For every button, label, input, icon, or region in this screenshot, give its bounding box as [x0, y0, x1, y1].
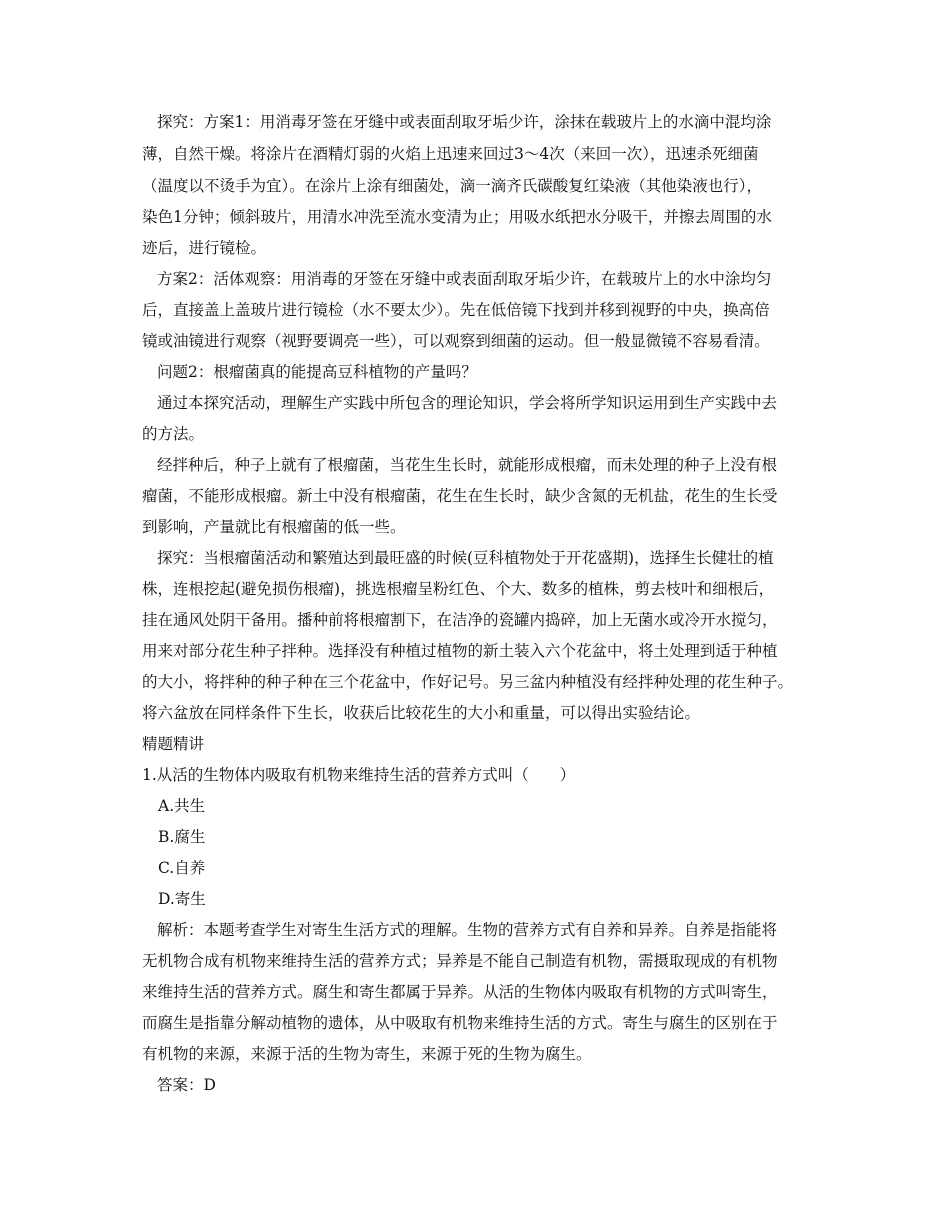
text-line: 用来对部分花生种子拌种。选择没有种植过植物的新土装入六个花盆中，将土处理到适于种植: [142, 642, 778, 660]
option-c: C.自养: [158, 859, 206, 877]
text-line: 后，直接盖上盖玻片进行镜检（水不要太少）。先在低倍镜下找到并移到视野的中央，换高倍: [142, 301, 770, 319]
text-line: 镜或油镜进行观察（视野要调亮一些），可以观察到细菌的运动。但一般显微镜不容易看清。: [142, 332, 770, 350]
text-line: 经拌种后，种子上就有了根瘤菌，当花生生长时，就能形成根瘤，而未处理的种子上没有根: [157, 456, 778, 474]
question-heading: 问题2：根瘤菌真的能提高豆科植物的产量吗？: [157, 363, 477, 381]
option-a: A.共生: [158, 797, 206, 815]
text-line: 的方法。: [142, 425, 205, 443]
text-line: 瘤菌，不能形成根瘤。新土中没有根瘤菌，花生在生长时，缺少含氮的无机盐，花生的生长受: [142, 487, 778, 505]
text-line: 方案2：活体观察：用消毒的牙签在牙缝中或表面刮取牙垢少许，在载玻片上的水中涂均匀: [157, 270, 772, 288]
analysis-text: 而腐生是指靠分解动植物的遗体，从中吸取有机物来维持生活的方式。寄生与腐生的区别在于: [142, 1014, 778, 1032]
option-d: D.寄生: [158, 890, 206, 908]
text-line: 探究：方案1：用消毒牙签在牙缝中或表面刮取牙垢少许，涂抹在载玻片上的水滴中混均涂: [157, 113, 772, 131]
text-line: 探究：当根瘤菌活动和繁殖达到最旺盛的时候(豆科植物处于开花盛期)，选择生长健壮的植: [157, 549, 774, 567]
text-line: 通过本探究活动，理解生产实践中所包含的理论知识，学会将所学知识运用到生产实践中去: [157, 394, 778, 412]
text-line: （温度以不烫手为宜）。在涂片上涂有细菌处，滴一滴齐氏碳酸复红染液（其他染液也行），: [142, 177, 763, 195]
text-line: 迹后，进行镜检。: [142, 239, 267, 257]
text-line: 将六盆放在同样条件下生长，收获后比较花生的大小和重量，可以得出实验结论。: [142, 704, 701, 722]
text-line: 挂在通风处阴干备用。播种前将根瘤割下，在洁净的瓷罐内捣碎，加上无菌水或冷开水搅匀，: [142, 611, 778, 629]
analysis-text: 解析：本题考查学生对寄生生活方式的理解。生物的营养方式有自养和异养。自养是指能将: [157, 921, 778, 939]
analysis-text: 有机物的来源，来源于活的生物为寄生，来源于死的生物为腐生。: [142, 1045, 592, 1063]
text-line: 株，连根挖起(避免损伤根瘤)，挑选根瘤呈粉红色、个大、数多的植株，剪去枝叶和细根后，: [142, 580, 775, 598]
text-line: 到影响，产量就比有根瘤菌的低一些。: [142, 518, 406, 536]
question-stem: 1.从活的生物体内吸取有机物来维持生活的营养方式叫（ ）: [142, 766, 576, 784]
text-line: 染色1分钟；倾斜玻片，用清水冲洗至流水变清为止；用吸水纸把水分吸干，并擦去周围的水: [142, 208, 772, 226]
text-line: 的大小，将拌种的种子种在三个花盆中，作好记号。另三盆内种植没有经拌种处理的花生种子。: [142, 673, 794, 691]
section-heading: 精题精讲: [142, 735, 205, 753]
option-b: B.腐生: [158, 828, 206, 846]
analysis-text: 无机物合成有机物来维持生活的营养方式；异养是不能自己制造有机物，需摄取现成的有机物: [142, 952, 778, 970]
analysis-text: 来维持生活的营养方式。腐生和寄生都属于异养。从活的生物体内吸取有机物的方式叫寄生，: [142, 983, 778, 1001]
answer-line: 答案：D: [157, 1076, 216, 1094]
text-line: 薄，自然干燥。将涂片在酒精灯弱的火焰上迅速来回过3～4次（来回一次），迅速杀死细菌: [142, 145, 759, 163]
